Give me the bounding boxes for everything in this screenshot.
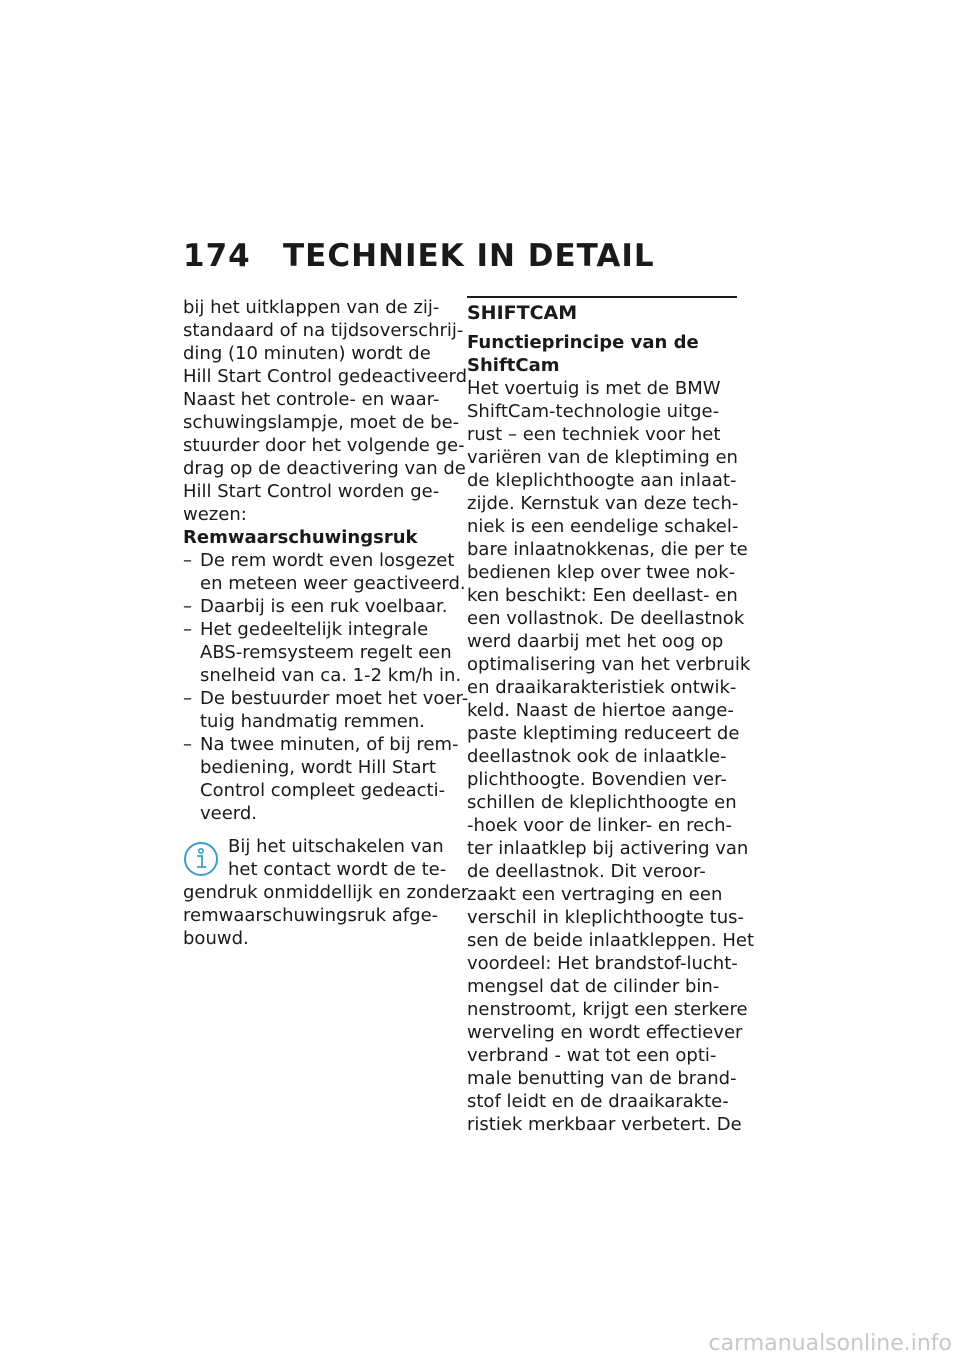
text-line: zijde. Kernstuk van deze tech-: [467, 493, 739, 514]
text-line: mengsel dat de cilinder bin-: [467, 976, 720, 997]
dash-bullet: –: [183, 734, 192, 755]
text-line: voordeel: Het brandstof-lucht-: [467, 953, 738, 974]
text-line: niek is een eendelige schakel-: [467, 516, 739, 537]
text-line: sen de beide inlaatkleppen. Het: [467, 930, 754, 951]
text-line: variëren van de kleptiming en: [467, 447, 738, 468]
text-line: veerd.: [200, 803, 258, 824]
text-line: bouwd.: [183, 928, 249, 949]
intro-paragraph: [183, 296, 473, 526]
text-line: optimalisering van het verbruik: [467, 654, 751, 675]
text-line: paste kleptiming reduceert de: [467, 723, 740, 744]
text-line: plichthoogte. Bovendien ver-: [467, 769, 727, 790]
dash-bullet: –: [183, 550, 192, 571]
text-line: Bij het uitschakelen van: [228, 836, 444, 857]
right-column: [467, 296, 754, 1136]
subheading-line: Functieprincipe van de: [467, 332, 699, 353]
subheading-line: ShiftCam: [467, 355, 560, 376]
text-line: standaard of na tijdsoverschrij-: [183, 320, 464, 341]
text-line: en meteen weer geactiveerd.: [200, 573, 466, 594]
text-line: een vollastnok. De deellastnok: [467, 608, 745, 629]
text-line: werd daarbij met het oog op: [467, 631, 724, 652]
text-line: zaakt een vertraging en een: [467, 884, 723, 905]
text-line: ken beschikt: Een deellast- en: [467, 585, 738, 606]
text-line: stof leidt en de draaikarakte-: [467, 1091, 729, 1112]
dash-bullet: –: [183, 688, 192, 709]
text-line: het contact wordt de te-: [228, 859, 447, 880]
list-item: [183, 733, 459, 825]
text-line: Hill Start Control worden ge-: [183, 481, 440, 502]
text-line: Daarbij is een ruk voelbaar.: [200, 596, 448, 617]
text-line: bedienen klep over twee nok-: [467, 562, 736, 583]
text-line: De bestuurder moet het voer-: [200, 688, 469, 709]
text-line: nenstroomt, krijgt een sterkere: [467, 999, 748, 1020]
page-number: 174: [183, 238, 251, 274]
text-line: ShiftCam-technologie uitge-: [467, 401, 720, 422]
text-line: deellastnok ook de inlaatkle-: [467, 746, 727, 767]
text-line: remwaarschuwingsruk afge-: [183, 905, 439, 926]
text-line: ABS-remsysteem regelt een: [200, 642, 452, 663]
text-line: bij het uitklappen van de zij-: [183, 297, 440, 318]
info-note: [183, 835, 469, 950]
info-icon: [183, 841, 219, 877]
watermark-link[interactable]: carmanualsonline.info: [708, 1331, 952, 1356]
text-line: Na twee minuten, of bij rem-: [200, 734, 459, 755]
text-line: ter inlaatklep bij activering van: [467, 838, 749, 859]
text-line: de deellastnok. Dit veroor-: [467, 861, 706, 882]
text-line: gendruk onmiddellijk en zonder: [183, 882, 469, 903]
dash-bullet: –: [183, 596, 192, 617]
dash-bullet: –: [183, 619, 192, 640]
text-line: bare inlaatnokkenas, die per te: [467, 539, 748, 560]
text-line: de kleplichthoogte aan inlaat-: [467, 470, 737, 491]
text-line: verschil in kleplichthoogte tus-: [467, 907, 745, 928]
text-line: schuwingslampje, moet de be-: [183, 412, 460, 433]
text-line: De rem wordt even losgezet: [200, 550, 455, 571]
list-item: [183, 549, 466, 595]
text-line: Het voertuig is met de BMW: [467, 378, 721, 399]
text-line: ristiek merkbaar verbetert. De: [467, 1114, 742, 1135]
body-paragraph: [467, 377, 754, 1136]
text-line: schillen de kleplichthoogte en: [467, 792, 737, 813]
text-line: ding (10 minuten) wordt de: [183, 343, 431, 364]
subheading-remwaarschuwingsruk: Remwaarschuwingsruk: [183, 527, 418, 548]
bullet-list: [183, 549, 469, 825]
text-line: wezen:: [183, 504, 247, 525]
page-header: [183, 238, 655, 274]
text-line: -hoek voor de linker- en rech-: [467, 815, 732, 836]
chapter-title: TECHNIEK IN DETAIL: [283, 238, 655, 274]
section-divider: [467, 296, 737, 298]
text-line: rust – een techniek voor het: [467, 424, 721, 445]
text-line: en draaikarakteristiek ontwik-: [467, 677, 737, 698]
text-line: keld. Naast de hiertoe aange-: [467, 700, 734, 721]
text-line: Naast het controle- en waar-: [183, 389, 440, 410]
text-line: stuurder door het volgende ge-: [183, 435, 465, 456]
left-column: [183, 296, 473, 950]
text-line: verbrand - wat tot een opti-: [467, 1045, 717, 1066]
list-item: [183, 618, 462, 687]
text-line: Hill Start Control gedeactiveerd.: [183, 366, 473, 387]
list-item: [183, 595, 451, 618]
text-line: Control compleet gedeacti-: [200, 780, 446, 801]
section-title: SHIFTCAM: [467, 302, 578, 324]
text-line: Het gedeeltelijk integrale: [200, 619, 429, 640]
text-line: bediening, wordt Hill Start: [200, 757, 436, 778]
text-line: werveling en wordt effectiever: [467, 1022, 743, 1043]
list-item: [183, 687, 469, 733]
text-line: drag op de deactivering van de: [183, 458, 466, 479]
text-line: snelheid van ca. 1-2 km/h in.: [200, 665, 462, 686]
text-line: male benutting van de brand-: [467, 1068, 737, 1089]
text-line: tuig handmatig remmen.: [200, 711, 426, 732]
